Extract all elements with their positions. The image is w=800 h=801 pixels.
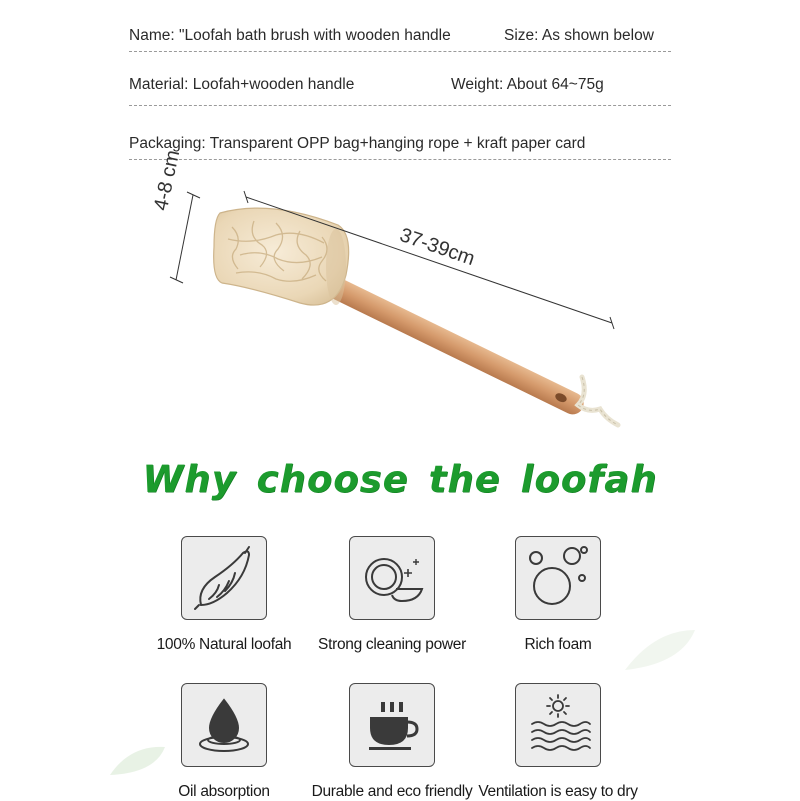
spec-material: Material: Loofah+wooden handle xyxy=(129,76,355,93)
bubbles-icon xyxy=(522,542,594,614)
feature-label: Rich foam xyxy=(524,636,592,653)
feature-label: Strong cleaning power xyxy=(318,636,466,653)
sun-waves-icon xyxy=(522,690,594,760)
divider xyxy=(129,105,671,106)
headline: Why choose the loofah xyxy=(142,458,658,501)
feature-label: 100% Natural loofah xyxy=(156,636,292,653)
feature-icon-box xyxy=(349,683,435,767)
feature-rich-foam xyxy=(458,536,658,654)
feature-label: Durable and eco friendly xyxy=(311,783,473,800)
feature-label: Oil absorption xyxy=(178,783,270,800)
divider xyxy=(129,159,671,160)
feature-icon-box xyxy=(181,536,267,620)
loofah-icon xyxy=(189,543,259,613)
spec-name: Name: "Loofah bath brush with wooden handle xyxy=(129,27,451,44)
coffee-cup-icon xyxy=(357,690,427,760)
spec-weight: Weight: About 64~75g xyxy=(451,76,604,93)
spec-packaging: Packaging: Transparent OPP bag+hanging rope + kraft paper card xyxy=(129,135,586,152)
dimension-width xyxy=(170,192,200,283)
feature-icon-box xyxy=(515,683,601,767)
clean-dish-icon xyxy=(356,543,428,613)
divider xyxy=(129,51,671,52)
product-image xyxy=(150,175,630,445)
dimension-length-label: 37-39cm xyxy=(396,224,478,271)
feature-icon-box xyxy=(181,683,267,767)
feature-ventilation xyxy=(458,683,658,801)
feature-label: Ventilation is easy to dry xyxy=(478,783,638,800)
feature-icon-box xyxy=(349,536,435,620)
spec-size: Size: As shown below xyxy=(504,27,654,44)
wooden-handle xyxy=(312,269,588,419)
feature-icon-box xyxy=(515,536,601,620)
oil-drop-icon xyxy=(189,690,259,760)
loofah-sponge xyxy=(214,208,349,305)
dimension-width-label: 4-8 cm xyxy=(150,148,185,213)
